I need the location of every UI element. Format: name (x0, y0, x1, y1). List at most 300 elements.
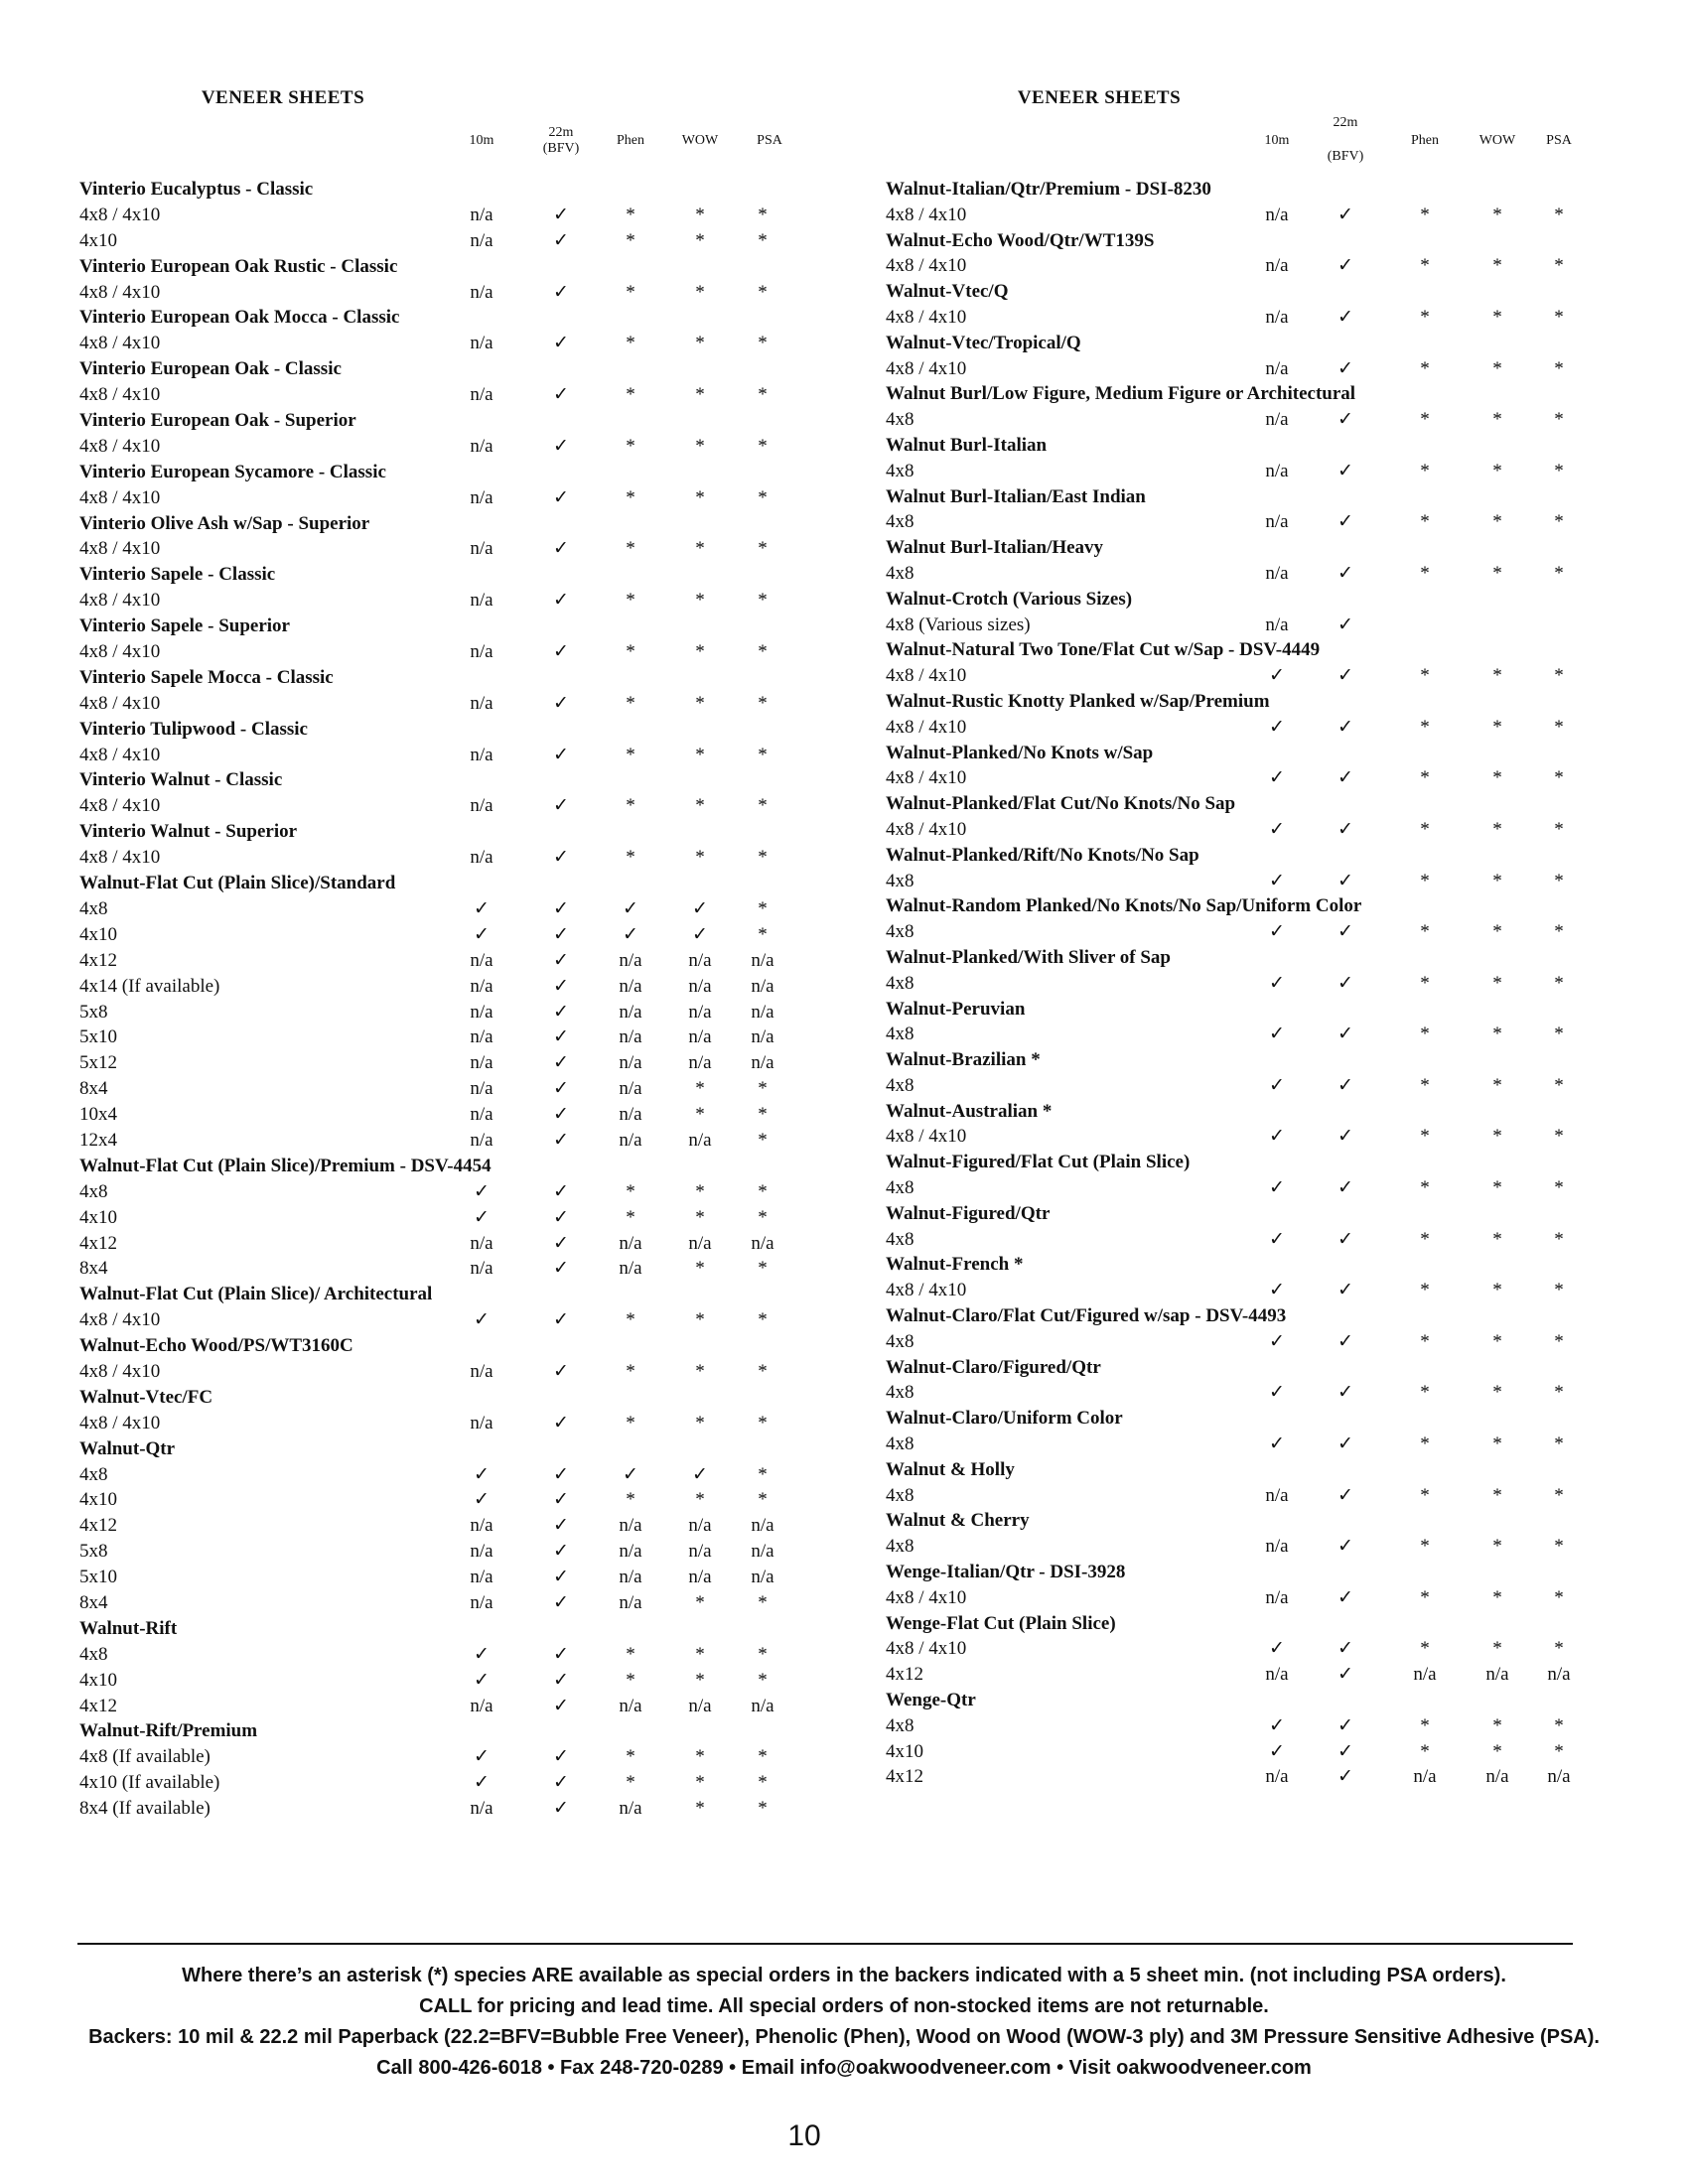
size-row (886, 407, 1601, 433)
cell-phen: * (1420, 1433, 1430, 1455)
cell-wow: * (695, 1258, 705, 1280)
species-heading: Walnut-Claro/Figured/Qtr (886, 1356, 1101, 1378)
cell-10m: ✓ (474, 1669, 490, 1691)
cell-wow: * (695, 1104, 705, 1126)
cell-wow: ✓ (692, 923, 708, 945)
cell-wow: n/a (688, 1026, 712, 1048)
cell-10m: ✓ (1269, 1433, 1285, 1455)
cell-psa: * (758, 923, 768, 945)
size-row (79, 1796, 834, 1822)
size-row (886, 459, 1601, 484)
cell-psa: * (758, 847, 768, 869)
cell-22m: ✓ (553, 281, 569, 303)
cell-22m: ✓ (553, 1104, 569, 1126)
cell-phen: ✓ (623, 897, 638, 919)
cell-wow: * (1492, 460, 1502, 481)
species-heading: Walnut-Rustic Knotty Planked w/Sap/Premium (886, 690, 1270, 712)
cell-wow: * (695, 1206, 705, 1228)
cell-wow: * (695, 384, 705, 406)
cell-10m: n/a (470, 949, 493, 971)
size-label: 8x4 (79, 1078, 108, 1100)
cell-22m: ✓ (1337, 972, 1353, 994)
size-row (79, 1694, 834, 1719)
cell-wow: * (1492, 1177, 1502, 1199)
size-label: 4x8 / 4x10 (79, 435, 161, 457)
cell-22m: ✓ (553, 486, 569, 508)
cell-wow: * (1492, 255, 1502, 277)
cell-10m: n/a (470, 1078, 493, 1100)
cell-wow: * (1492, 921, 1502, 943)
cell-wow: * (695, 1412, 705, 1433)
cell-22m: ✓ (553, 1206, 569, 1228)
cell-10m: n/a (1265, 409, 1289, 431)
cell-psa: * (1554, 306, 1564, 328)
species-heading: Walnut-French * (886, 1254, 1024, 1276)
size-label: 4x8 (886, 1484, 914, 1506)
cell-22m: ✓ (553, 384, 569, 406)
size-label: 4x8 (886, 1433, 914, 1455)
size-row (886, 1329, 1601, 1355)
cell-10m: n/a (470, 1232, 493, 1254)
cell-psa: * (758, 333, 768, 354)
size-label: 4x8 / 4x10 (79, 333, 161, 354)
cell-psa: * (1554, 562, 1564, 584)
cell-phen: n/a (619, 1541, 642, 1563)
cell-phen: * (1420, 972, 1430, 994)
species-heading: Vinterio Tulipwood - Classic (79, 718, 308, 740)
cell-22m: ✓ (1337, 870, 1353, 891)
species-heading: Walnut & Holly (886, 1458, 1015, 1480)
cell-10m: ✓ (1269, 1177, 1285, 1199)
species-heading: Vinterio Walnut - Superior (79, 821, 298, 843)
size-row (886, 1227, 1601, 1253)
cell-wow: * (1492, 511, 1502, 533)
cell-wow: * (695, 1360, 705, 1382)
cell-10m: n/a (470, 1515, 493, 1537)
cell-psa: n/a (751, 1052, 774, 1074)
cell-22m: ✓ (553, 847, 569, 869)
cell-phen: * (626, 590, 635, 612)
species-heading: Walnut Burl-Italian (886, 434, 1048, 456)
cell-phen: * (626, 1412, 635, 1433)
cell-22m: ✓ (553, 1078, 569, 1100)
size-label: 4x8 (886, 972, 914, 994)
size-row (886, 1764, 1601, 1790)
size-label: 4x8 / 4x10 (886, 1280, 967, 1301)
size-row (79, 639, 834, 665)
cell-10m: n/a (470, 204, 493, 225)
header-psa: PSA (757, 133, 782, 148)
cell-22m: ✓ (553, 744, 569, 765)
cell-22m: ✓ (553, 1001, 569, 1023)
cell-22m: ✓ (1337, 1330, 1353, 1352)
footer-contact: Call 800-426-6018 • Fax 248-720-0289 • Email info@oakwoodveneer.com • Visit oakwoodveneer.com (376, 2057, 1312, 2079)
cell-phen: n/a (1413, 1766, 1437, 1788)
cell-10m: n/a (470, 641, 493, 663)
cell-wow: * (695, 486, 705, 508)
size-label: 4x8 / 4x10 (886, 1638, 967, 1660)
cell-22m: ✓ (553, 1669, 569, 1691)
species-heading: Walnut-Natural Two Tone/Flat Cut w/Sap - DSV-4449 (886, 639, 1321, 661)
cell-22m: ✓ (553, 1129, 569, 1151)
size-label: 4x8 / 4x10 (79, 384, 161, 406)
species-heading: Walnut-Peruvian (886, 998, 1026, 1020)
cell-22m: ✓ (553, 1746, 569, 1768)
cell-10m: n/a (1265, 511, 1289, 533)
cell-wow: * (1492, 1024, 1502, 1045)
header-bfv: (BFV) (1327, 149, 1364, 164)
cell-22m: ✓ (1337, 204, 1353, 225)
species-heading: Vinterio Sapele Mocca - Classic (79, 666, 334, 688)
footer-notes (0, 1961, 1688, 2084)
size-row (886, 561, 1601, 587)
cell-wow: * (1492, 870, 1502, 891)
species-heading: Walnut-Figured/Qtr (886, 1202, 1051, 1224)
cell-10m: n/a (1265, 204, 1289, 225)
cell-10m: n/a (1265, 255, 1289, 277)
cell-10m: n/a (1265, 460, 1289, 481)
cell-phen: * (626, 204, 635, 225)
size-row (886, 971, 1601, 997)
cell-10m: ✓ (474, 1746, 490, 1768)
cell-22m: ✓ (553, 949, 569, 971)
cell-phen: n/a (619, 949, 642, 971)
cell-psa: * (1554, 921, 1564, 943)
cell-psa: * (758, 384, 768, 406)
size-row (886, 869, 1601, 894)
right-section-title: VENEER SHEETS (1017, 87, 1182, 108)
header-phen: Phen (1411, 133, 1439, 148)
cell-psa: * (1554, 1382, 1564, 1404)
cell-phen: * (626, 1669, 635, 1691)
size-row (79, 896, 834, 922)
species-heading: Walnut & Cherry (886, 1510, 1030, 1532)
cell-phen: ✓ (623, 1463, 638, 1485)
cell-22m: ✓ (553, 1798, 569, 1820)
species-heading: Walnut-Planked/With Sliver of Sap (886, 946, 1172, 968)
size-row (886, 663, 1601, 689)
size-label: 4x12 (79, 1515, 117, 1537)
cell-phen: * (1420, 1586, 1430, 1608)
cell-psa: n/a (1547, 1664, 1571, 1686)
cell-psa: * (1554, 460, 1564, 481)
size-label: 4x8 (79, 897, 108, 919)
cell-wow: * (1492, 1126, 1502, 1148)
cell-22m: ✓ (553, 1489, 569, 1511)
cell-psa: * (758, 1078, 768, 1100)
cell-10m: n/a (470, 1541, 493, 1563)
cell-10m: ✓ (1269, 716, 1285, 738)
cell-wow: * (695, 333, 705, 354)
size-label: 4x8 / 4x10 (886, 665, 967, 687)
cell-phen: ✓ (623, 923, 638, 945)
size-label: 5x12 (79, 1052, 117, 1074)
cell-phen: * (1420, 306, 1430, 328)
cell-psa: n/a (751, 949, 774, 971)
cell-wow: n/a (688, 1232, 712, 1254)
cell-wow: * (1492, 1638, 1502, 1660)
cell-10m: n/a (470, 847, 493, 869)
species-heading: Wenge-Italian/Qtr - DSI-3928 (886, 1562, 1126, 1583)
cell-10m: n/a (470, 1798, 493, 1820)
cell-10m: n/a (1265, 562, 1289, 584)
species-heading: Walnut Burl-Italian/Heavy (886, 537, 1104, 559)
cell-psa: n/a (751, 1026, 774, 1048)
species-heading: Walnut-Vtec/FC (79, 1386, 213, 1408)
cell-10m: n/a (470, 384, 493, 406)
size-row (886, 1483, 1601, 1509)
cell-psa: * (758, 692, 768, 714)
cell-phen: * (1420, 1024, 1430, 1045)
cell-phen: * (1420, 1228, 1430, 1250)
cell-22m: ✓ (1337, 409, 1353, 431)
size-row (79, 793, 834, 819)
cell-phen: * (1420, 1484, 1430, 1506)
species-heading: Walnut-Flat Cut (Plain Slice)/ Architectural (79, 1284, 433, 1305)
left-section-title: VENEER SHEETS (201, 87, 365, 108)
size-row (79, 1000, 834, 1025)
cell-22m: ✓ (1337, 1177, 1353, 1199)
size-row (79, 922, 834, 948)
cell-wow: * (1492, 562, 1502, 584)
size-label: 4x8 / 4x10 (886, 204, 967, 225)
cell-phen: * (626, 1360, 635, 1382)
cell-wow: * (695, 1078, 705, 1100)
size-label: 4x8 / 4x10 (79, 486, 161, 508)
cell-phen: * (1420, 460, 1430, 481)
cell-phen: * (626, 847, 635, 869)
cell-phen: * (1420, 767, 1430, 789)
cell-wow: * (1492, 1228, 1502, 1250)
cell-22m: ✓ (553, 923, 569, 945)
cell-psa: * (758, 1798, 768, 1820)
size-row (79, 1256, 834, 1282)
cell-wow: * (1492, 1433, 1502, 1455)
cell-phen: n/a (1413, 1664, 1437, 1686)
cell-wow: * (1492, 1740, 1502, 1762)
species-heading: Walnut-Qtr (79, 1437, 176, 1459)
cell-phen: * (1420, 204, 1430, 225)
cell-10m: ✓ (474, 923, 490, 945)
species-heading: Vinterio European Oak Mocca - Classic (79, 307, 400, 329)
cell-22m: ✓ (1337, 306, 1353, 328)
cell-wow: n/a (1485, 1664, 1509, 1686)
size-label: 4x8 / 4x10 (886, 1586, 967, 1608)
cell-10m: n/a (470, 229, 493, 251)
species-heading: Vinterio European Oak Rustic - Classic (79, 255, 398, 277)
cell-22m: ✓ (553, 1412, 569, 1433)
cell-phen: n/a (619, 1567, 642, 1588)
size-row (79, 280, 834, 306)
species-heading: Vinterio Sapele - Classic (79, 564, 276, 586)
species-heading: Walnut-Flat Cut (Plain Slice)/Standard (79, 873, 396, 894)
cell-wow: * (695, 1643, 705, 1665)
size-row (79, 1590, 834, 1616)
cell-phen: * (1420, 1638, 1430, 1660)
size-label: 4x8 / 4x10 (79, 281, 161, 303)
size-label: 4x8 (886, 562, 914, 584)
cell-10m: ✓ (1269, 1126, 1285, 1148)
cell-psa: * (1554, 1433, 1564, 1455)
page-number: 10 (787, 2119, 821, 2152)
species-heading: Walnut-Flat Cut (Plain Slice)/Premium - DSV-4454 (79, 1155, 492, 1176)
size-row (886, 253, 1601, 279)
cell-22m: ✓ (553, 590, 569, 612)
cell-wow: * (695, 229, 705, 251)
cell-wow: * (1492, 1330, 1502, 1352)
cell-22m: ✓ (1337, 1228, 1353, 1250)
cell-22m: ✓ (1337, 562, 1353, 584)
cell-wow: * (695, 692, 705, 714)
size-row (79, 691, 834, 717)
size-label: 8x4 (If available) (79, 1798, 211, 1820)
species-heading: Walnut-Claro/Flat Cut/Figured w/sap - DSV-4493 (886, 1305, 1287, 1327)
cell-phen: * (1420, 357, 1430, 379)
cell-phen: * (626, 333, 635, 354)
cell-psa: n/a (751, 1001, 774, 1023)
cell-22m: ✓ (1337, 1536, 1353, 1558)
cell-phen: * (626, 1489, 635, 1511)
size-row (79, 1205, 834, 1231)
cell-phen: * (1420, 921, 1430, 943)
cell-10m: n/a (470, 1591, 493, 1613)
cell-phen: * (1420, 716, 1430, 738)
cell-22m: ✓ (1337, 357, 1353, 379)
size-label: 4x8 / 4x10 (79, 847, 161, 869)
size-label: 4x8 / 4x10 (79, 641, 161, 663)
cell-wow: * (695, 538, 705, 560)
size-label: 4x8 (886, 511, 914, 533)
cell-phen: * (1420, 409, 1430, 431)
cell-phen: * (626, 1309, 635, 1331)
cell-10m: n/a (470, 1104, 493, 1126)
cell-22m: ✓ (553, 1515, 569, 1537)
species-heading: Walnut Burl-Italian/East Indian (886, 485, 1146, 507)
cell-psa: * (758, 486, 768, 508)
cell-wow: n/a (1485, 1766, 1509, 1788)
cell-22m: ✓ (1337, 1280, 1353, 1301)
cell-wow: * (695, 1309, 705, 1331)
cell-10m: n/a (470, 1001, 493, 1023)
size-label: 4x12 (79, 949, 117, 971)
cell-psa: * (758, 1309, 768, 1331)
size-row (79, 1024, 834, 1050)
cell-22m: ✓ (553, 1180, 569, 1202)
size-row (79, 228, 834, 254)
left-column (79, 87, 834, 1822)
size-row (886, 715, 1601, 741)
cell-wow: * (1492, 767, 1502, 789)
cell-wow: * (695, 1772, 705, 1794)
cell-psa: * (1554, 716, 1564, 738)
right-veneer-list (886, 177, 1601, 1790)
cell-phen: * (1420, 1714, 1430, 1736)
size-label: 4x12 (886, 1664, 923, 1686)
size-row (79, 845, 834, 871)
species-heading: Walnut-Planked/No Knots w/Sap (886, 742, 1154, 763)
size-row (79, 1744, 834, 1770)
cell-phen: * (1420, 665, 1430, 687)
cell-phen: * (1420, 511, 1430, 533)
cell-psa: * (1554, 665, 1564, 687)
cell-psa: * (758, 897, 768, 919)
size-label: 4x8 (886, 1714, 914, 1736)
cell-10m: n/a (1265, 306, 1289, 328)
cell-10m: n/a (470, 333, 493, 354)
cell-10m: n/a (1265, 1536, 1289, 1558)
size-label: 4x10 (79, 1489, 117, 1511)
size-label: 4x8 (79, 1180, 108, 1202)
cell-22m: ✓ (1337, 1433, 1353, 1455)
species-heading: Wenge-Flat Cut (Plain Slice) (886, 1612, 1116, 1634)
cell-wow: * (1492, 818, 1502, 840)
cell-wow: n/a (688, 1541, 712, 1563)
cell-10m: n/a (470, 1567, 493, 1588)
species-heading: Walnut-Italian/Qtr/Premium - DSI-8230 (886, 179, 1211, 200)
size-row (886, 1124, 1601, 1150)
cell-22m: ✓ (553, 1541, 569, 1563)
header-10m: 10m (469, 133, 494, 148)
cell-wow: * (695, 847, 705, 869)
cell-psa: * (1554, 1074, 1564, 1096)
cell-psa: n/a (751, 1567, 774, 1588)
cell-10m: n/a (470, 1052, 493, 1074)
species-heading: Wenge-Qtr (886, 1690, 976, 1711)
cell-phen: * (1420, 870, 1430, 891)
cell-10m: n/a (470, 590, 493, 612)
species-heading: Walnut-Australian * (886, 1100, 1053, 1122)
cell-22m: ✓ (553, 435, 569, 457)
cell-10m: ✓ (474, 1180, 490, 1202)
cell-phen: * (626, 1206, 635, 1228)
size-row (886, 509, 1601, 535)
cell-psa: * (1554, 1714, 1564, 1736)
cell-10m: n/a (470, 1026, 493, 1048)
size-label: 4x12 (79, 1695, 117, 1716)
cell-wow: * (1492, 1536, 1502, 1558)
cell-wow: * (1492, 972, 1502, 994)
cell-wow: * (695, 795, 705, 817)
species-heading: Walnut-Echo Wood/Qtr/WT139S (886, 229, 1155, 251)
size-row (79, 536, 834, 562)
size-label: 4x8 / 4x10 (79, 1360, 161, 1382)
size-row (79, 948, 834, 974)
size-label: 4x8 / 4x10 (886, 306, 967, 328)
cell-phen: * (1420, 1382, 1430, 1404)
size-row (79, 1668, 834, 1694)
cell-10m: n/a (1265, 1484, 1289, 1506)
cell-10m: ✓ (1269, 1024, 1285, 1045)
cell-wow: * (695, 1489, 705, 1511)
cell-psa: * (1554, 1126, 1564, 1148)
cell-22m: ✓ (553, 538, 569, 560)
cell-10m: ✓ (1269, 870, 1285, 891)
species-heading: Vinterio Olive Ash w/Sap - Superior (79, 512, 370, 534)
cell-22m: ✓ (1337, 255, 1353, 277)
size-row (886, 817, 1601, 843)
cell-22m: ✓ (1337, 1024, 1353, 1045)
header-22m: 22m (548, 125, 574, 140)
size-row (886, 1713, 1601, 1739)
cell-22m: ✓ (1337, 614, 1353, 635)
cell-psa: * (758, 1591, 768, 1613)
cell-22m: ✓ (553, 1772, 569, 1794)
cell-22m: ✓ (1337, 665, 1353, 687)
cell-psa: * (1554, 255, 1564, 277)
size-label: 4x8 (886, 1074, 914, 1096)
size-label: 4x10 (79, 923, 117, 945)
size-label: 4x8 (886, 921, 914, 943)
